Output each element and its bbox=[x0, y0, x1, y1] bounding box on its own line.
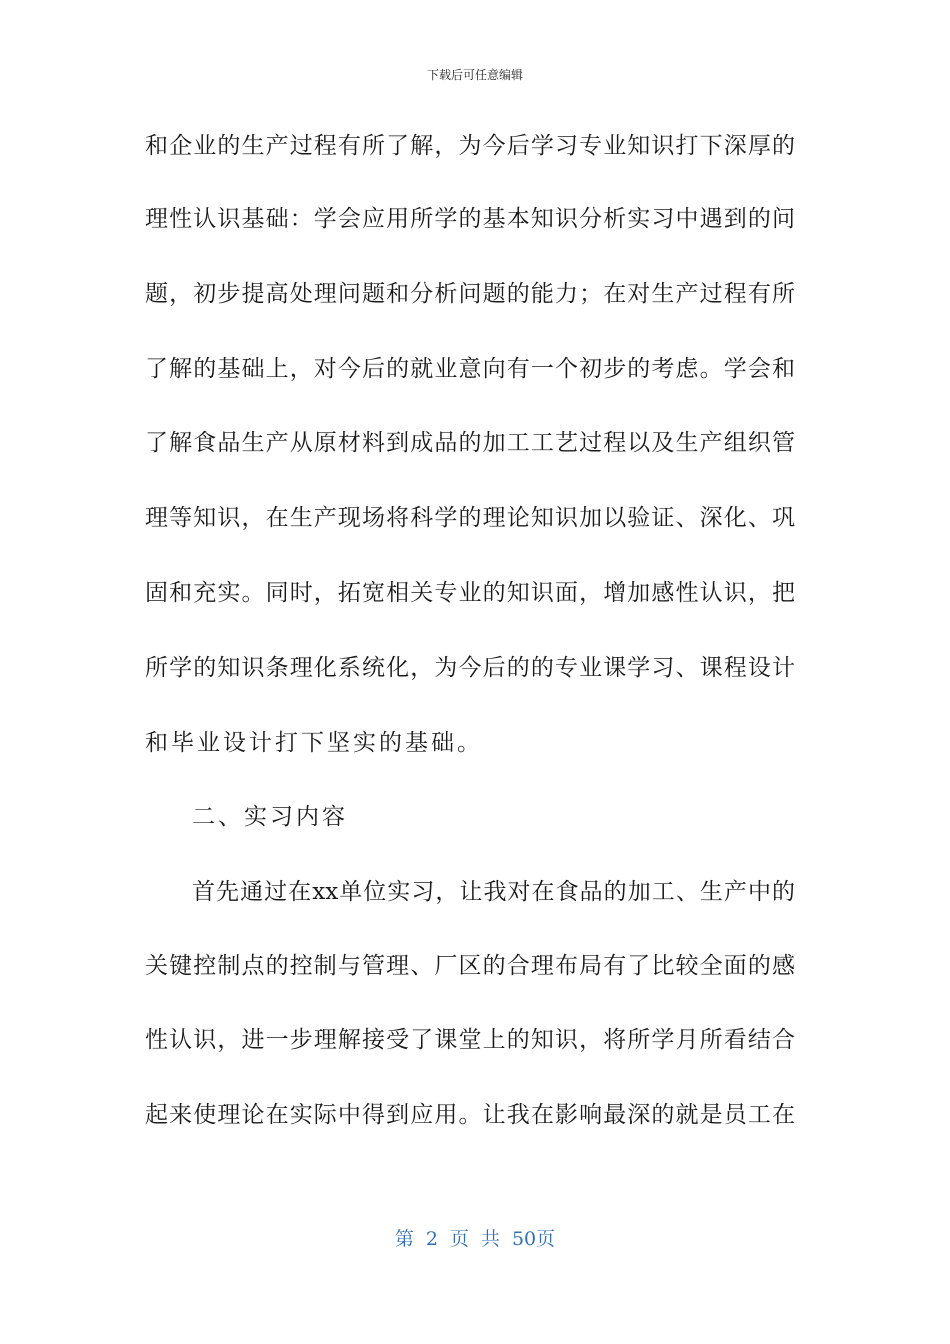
text-line: 性认识，进一步理解接受了课堂上的知识，将所学月所看结合 bbox=[145, 1027, 795, 1053]
footer-page-number: 2 bbox=[425, 1228, 438, 1250]
text-line: 理等知识，在生产现场将科学的理论知识加以验证、深化、巩 bbox=[145, 505, 795, 531]
footer-page-unit: 页 bbox=[449, 1228, 469, 1250]
text-line: 和毕业设计打下坚实的基础。 bbox=[145, 730, 483, 756]
footer-total-pages: 50页 bbox=[511, 1228, 556, 1250]
text-line: 所学的知识条理化系统化，为今后的的专业课学习、课程设计 bbox=[145, 655, 795, 681]
page-header: 下载后可任意编辑 bbox=[426, 68, 523, 82]
text-line: 题，初步提高处理问题和分析问题的能力；在对生产过程有所 bbox=[145, 281, 795, 307]
footer-total-label: 共 bbox=[480, 1228, 500, 1250]
text-line: 固和充实。同时，拓宽相关专业的知识面，增加感性认识，把 bbox=[145, 580, 795, 606]
text-line: 了解的基础上，对今后的就业意向有一个初步的考虑。学会和 bbox=[145, 356, 795, 382]
text-line: 和企业的生产过程有所了解，为今后学习专业知识打下深厚的 bbox=[145, 133, 795, 159]
page-footer bbox=[0, 1225, 950, 1253]
text-line: 起来使理论在实际中得到应用。让我在影响最深的就是员工在 bbox=[145, 1102, 795, 1128]
text-line: 关键控制点的控制与管理、厂区的合理布局有了比较全面的感 bbox=[145, 953, 795, 979]
text-line: 理性认识基础：学会应用所学的基本知识分析实习中遇到的问 bbox=[145, 206, 795, 232]
footer-page-label: 第 bbox=[394, 1228, 414, 1250]
text-line: 了解食品生产从原材料到成品的加工工艺过程以及生产组织管 bbox=[145, 430, 795, 456]
section-heading: 二、实习内容 bbox=[192, 804, 348, 830]
text-line: 首先通过在xx单位实习，让我对在食品的加工、生产中的 bbox=[192, 879, 795, 905]
